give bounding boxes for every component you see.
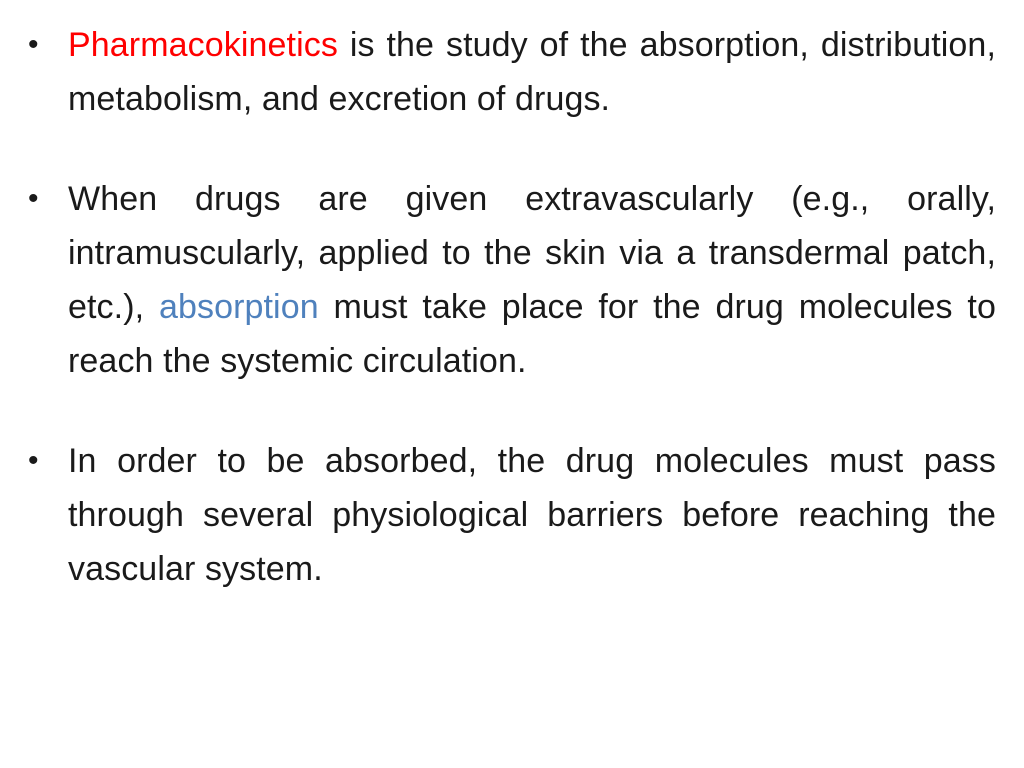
bullet-physiological-barriers [28,434,996,596]
term-absorption: absorption [158,288,319,326]
bullet-marker: • [28,444,39,477]
bullet-marker: • [28,28,39,61]
bullet-text: In order to be absorbed, the drug molecules must pass through several physiological barriers before reaching the vascular system. [68,442,996,588]
bullet-text: is the study of the absorption, distribution, metabolism, and excretion of drugs. [68,26,996,118]
bullet-marker: • [28,182,39,215]
bullet-extravascular-absorption [28,172,996,388]
bullet-text: When drugs are given extravascularly (e.g., orally, intramuscularly, applied to the skin via a transdermal patch, etc.), [68,180,996,326]
bullet-text: must take place for the drug molecules to reach the systemic circulation. [68,288,996,380]
bullet-list [28,18,996,596]
bullet-pharmacokinetics-definition [28,18,996,126]
term-pharmacokinetics: Pharmacokinetics [68,26,338,64]
